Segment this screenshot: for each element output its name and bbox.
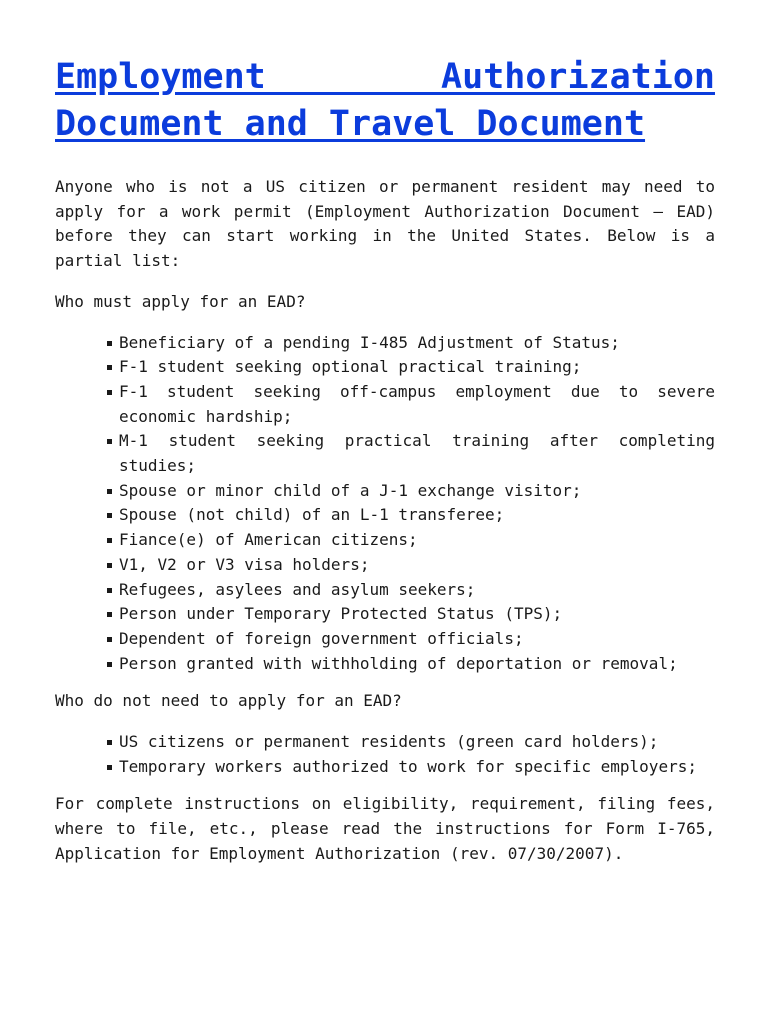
list-item: Person granted with withholding of deportation or removal;	[119, 652, 715, 677]
list-item: Beneficiary of a pending I-485 Adjustment of Status;	[119, 331, 715, 356]
list-item: F-1 student seeking optional practical training;	[119, 355, 715, 380]
list-item: Spouse or minor child of a J-1 exchange visitor;	[119, 479, 715, 504]
article-title	[55, 54, 715, 148]
closing-paragraph: For complete instructions on eligibility, requirement, filing fees, where to file, etc., please read the instructions for Form I-765, Application for Employment Authorization (rev. 07/30/2007).	[55, 794, 715, 863]
list-item: Temporary workers authorized to work for specific employers;	[119, 755, 715, 780]
intro-paragraph: Anyone who is not a US citizen or permanent resident may need to apply for a work permit (Employment Authorization Document – EAD) before they can start working in the United States. Below is a partial list:	[55, 177, 715, 271]
list-item: Fiance(e) of American citizens;	[119, 528, 715, 553]
must-apply-heading: Who must apply for an EAD?	[55, 291, 306, 311]
list-item: M-1 student seeking practical training after completing studies;	[119, 429, 715, 478]
not-apply-heading: Who do not need to apply for an EAD?	[55, 691, 402, 711]
list-item: V1, V2 or V3 visa holders;	[119, 553, 715, 578]
list-item: Refugees, asylees and asylum seekers;	[119, 578, 715, 603]
list-item: Person under Temporary Protected Status (TPS);	[119, 602, 715, 627]
list-item: F-1 student seeking off-campus employment due to severe economic hardship;	[119, 380, 715, 429]
list-item: Spouse (not child) of an L-1 transferee;	[119, 503, 715, 528]
article-title-link[interactable]: Employment Authorization Document and Travel Document	[55, 57, 715, 144]
list-item: Dependent of foreign government officials;	[119, 627, 715, 652]
list-item: US citizens or permanent residents (green card holders);	[119, 730, 715, 755]
not-apply-list	[55, 730, 715, 779]
must-apply-list	[55, 331, 715, 677]
